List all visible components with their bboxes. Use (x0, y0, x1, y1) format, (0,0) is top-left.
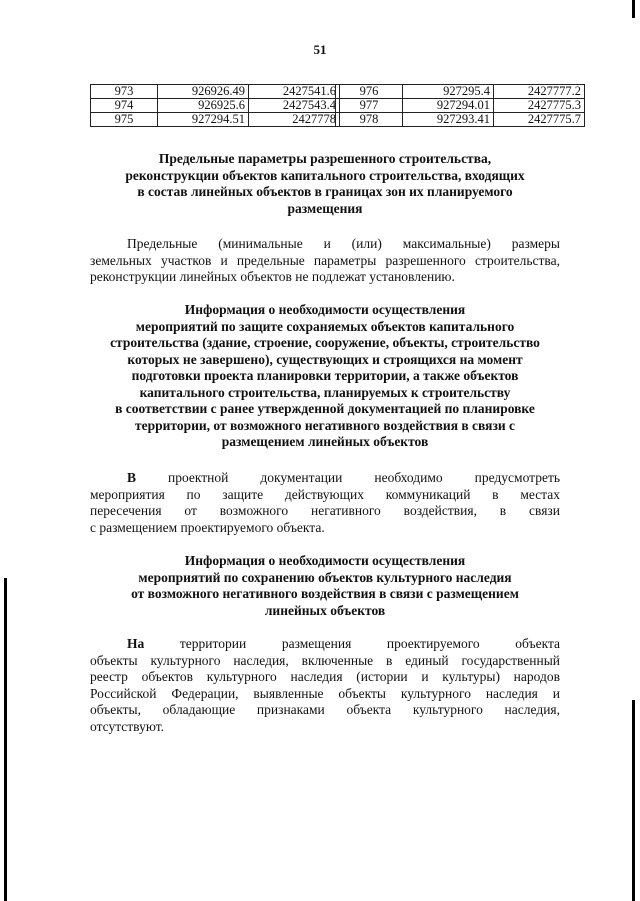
x-coordinate: 926925.6 (158, 99, 249, 113)
paragraph-line: пересечения от возможного негативного воздействия, в связи (90, 503, 560, 518)
paragraph-line: реестр объектов культурного наследия (истории и культуры) народов (90, 669, 560, 684)
y-coordinate: 2427775.3 (494, 99, 585, 113)
heading-line: размещения (287, 200, 363, 216)
page-number: 51 (313, 42, 327, 57)
x-coordinate: 927294.51 (158, 113, 249, 127)
coordinates-table-right (335, 84, 585, 127)
paragraph-line: объекты культурного наследия, включенные в единый государственный (90, 652, 560, 668)
table-row (336, 113, 585, 127)
scan-edge-mark (632, 700, 635, 901)
paragraph-protection-measures (90, 470, 560, 536)
x-coordinate: 927295.4 (403, 85, 494, 99)
scan-edge-mark (632, 0, 635, 18)
heading-line: реконструкции объектов капитального строительства, входящих (125, 167, 525, 183)
y-coordinate: 2427543.4 (249, 99, 340, 113)
heading-line: в состав линейных объектов в границах зон их планируемого (137, 184, 513, 199)
heading-line: от возможного негативного воздействия в связи с размещением (131, 586, 519, 601)
x-coordinate: 926926.49 (158, 85, 249, 99)
section-heading-construction-parameters (90, 151, 560, 217)
table-row (91, 99, 340, 113)
heading-line: мероприятий по сохранению объектов культурного наследия (138, 569, 512, 585)
table-row (91, 113, 340, 127)
table-row (336, 85, 585, 99)
paragraph-line-text: проектной документации необходимо предусмотреть (168, 470, 561, 485)
heading-line: подготовки проекта планировки территории, а также объектов (131, 368, 519, 383)
x-coordinate: 927293.41 (403, 113, 494, 127)
heading-line: капитального строительства, планируемых к строительству (139, 384, 511, 400)
heading-line: в соответствии с ранее утвержденной документацией по планировке (115, 401, 535, 416)
paragraph-line: земельных участков и предельные параметры разрешенного строительства, (90, 252, 560, 268)
y-coordinate: 2427778 (249, 113, 340, 127)
paragraph-cultural-heritage (90, 636, 560, 735)
heading-line: линейных объектов (264, 602, 386, 618)
paragraph-lead-word: В (127, 470, 137, 485)
paragraph-line: объекты, обладающие признаками объекта культурного наследия, (90, 702, 560, 717)
heading-line: размещением линейных объектов (221, 434, 429, 449)
paragraph-line: реконструкции линейных объектов не подлежат установлению. (90, 269, 455, 284)
paragraph-line: Российской Федерации, выявленные объекты культурного наследия и (90, 685, 560, 701)
table-row (91, 85, 340, 99)
y-coordinate: 2427541.6 (249, 85, 340, 99)
paragraph-line (90, 470, 560, 487)
paragraph-line-text: территории размещения проектируемого объекта (179, 636, 561, 651)
point-number: 973 (91, 85, 158, 99)
point-number: 977 (336, 99, 403, 113)
x-coordinate: 927294.01 (403, 99, 494, 113)
section-heading-protection-measures (90, 302, 560, 451)
heading-line: строительства (здание, строение, сооружение, объекты, строительство (110, 335, 540, 350)
paragraph-line: с размещением проектируемого объекта. (90, 519, 325, 535)
table-row (336, 99, 585, 113)
point-number: 974 (91, 99, 158, 113)
paragraph-line: мероприятия по защите действующих коммуникаций в местах (90, 486, 560, 502)
paragraph-line (90, 636, 560, 653)
point-number: 978 (336, 113, 403, 127)
heading-line: Информация о необходимости осуществления (184, 302, 466, 317)
point-number: 976 (336, 85, 403, 99)
paragraph-line: отсутствуют. (90, 718, 164, 734)
point-number: 975 (91, 113, 158, 127)
heading-line: территории, от возможного негативного воздействия в связи с (134, 417, 516, 433)
section-heading-cultural-heritage (90, 553, 560, 619)
heading-line: которых не завершено), существующих и строящихся на момент (127, 351, 523, 367)
heading-line: Предельные параметры разрешенного строительства, (158, 151, 492, 166)
heading-line: Информация о необходимости осуществления (184, 553, 466, 568)
paragraph-lead-word: На (127, 636, 145, 651)
y-coordinate: 2427777.2 (494, 85, 585, 99)
coordinates-table-left (90, 84, 340, 127)
y-coordinate: 2427775.7 (494, 113, 585, 127)
heading-line: мероприятий по защите сохраняемых объектов капитального (135, 318, 515, 334)
paragraph-line: Предельные (минимальные и (или) максимальные) размеры (127, 236, 560, 251)
paragraph-construction-parameters (90, 236, 560, 286)
scan-edge-mark (4, 578, 7, 901)
